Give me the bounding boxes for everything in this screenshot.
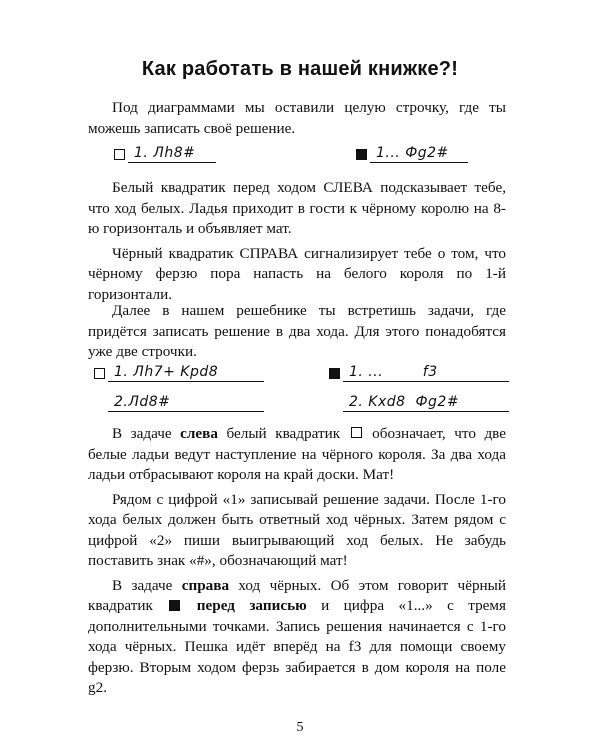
black-answer-line — [354, 145, 464, 165]
black-square-icon — [356, 149, 367, 160]
black-box-paragraph: Чёрный квадратик СПРАВА сигнализирует тебе о том, что чёрному ферзю пора напасть на белого короля по 1-й горизонтали. — [88, 244, 506, 303]
white-line2-text: 2.Лd8# — [114, 394, 171, 410]
black-square-icon — [329, 368, 340, 379]
white-line1-text: 1. Лh7+ Kpd8 — [114, 364, 219, 380]
white-answer-line — [112, 145, 212, 165]
black-answer-line-1 — [327, 364, 507, 384]
page-number: 5 — [296, 720, 304, 735]
explanation-paragraphs — [88, 178, 506, 305]
black-line1-text: 1. ... f3 — [349, 364, 438, 380]
black-square-icon — [169, 600, 180, 611]
white-answer-line-1 — [92, 364, 262, 384]
white-answer-text: 1. Лh8# — [134, 145, 196, 161]
two-moves-paragraph: Далее в нашем решебнике ты встретишь задачи, где придётся записать решение в два хода. Для этого понадобятся уже две строчки. — [88, 302, 506, 360]
black-answer-line-2 — [327, 394, 507, 414]
right-task-paragraph: В задаче справа ход чёрных. Об этом говорит чёрный квадратик перед записью и цифра «1...» с тремя дополнительными точками. Запись решения начинается с 1-го хода чёрных. Пешка идёт вперёд на f3 для помощи своему ферзю. Вторым ходом ферзь забирается в дом короля на поле g2. — [88, 576, 506, 696]
body-paragraphs — [88, 424, 506, 699]
page-title: Как работать в нашей книжке?! — [141, 58, 459, 80]
black-answer-text: 1... Фg2# — [376, 145, 449, 161]
white-answer-line-2 — [92, 394, 262, 414]
white-square-icon — [351, 427, 362, 438]
white-box-paragraph: Белый квадратик перед ходом СЛЕВА подсказывает тебе, что ход белых. Ладья приходит в гости к чёрному королю на 8-ю горизонталь и объявляет мат. — [88, 179, 506, 237]
black-line2-text: 2. Kxd8 Фg2# — [349, 394, 460, 410]
intro-paragraph: Под диаграммами мы оставили целую строчку, где ты можешь записать своё решение. — [88, 99, 506, 137]
white-square-icon — [94, 368, 105, 379]
left-task-paragraph: В задаче слева белый квадратик обозначает, что две белые ладьи ведут наступление на чёрного короля. За два хода ладьи отбрасывают короля на край доски. Мат! — [88, 425, 506, 483]
digits-paragraph: Рядом с цифрой «1» записывай решение задачи. После 1-го хода белых должен быть ответный ход чёрных. Затем рядом с цифрой «2» пиши выигрывающий ход белых. Не забудь поставить знак «#», обозначающий мат! — [88, 490, 506, 569]
white-square-icon — [114, 149, 125, 160]
